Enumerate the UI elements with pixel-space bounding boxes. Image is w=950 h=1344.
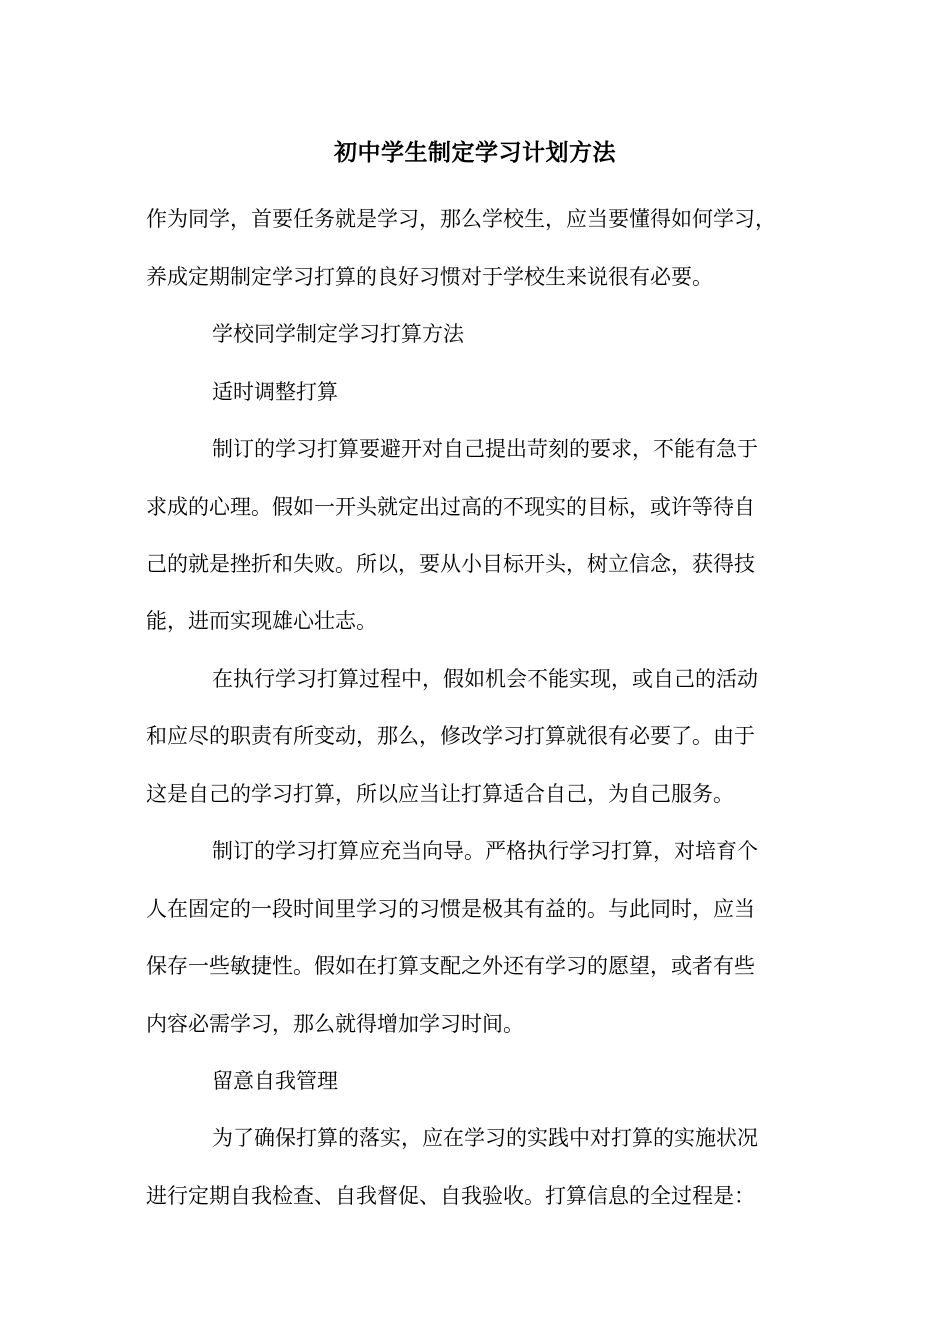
section-heading-methods: 学校同学制定学习打算方法 bbox=[212, 322, 464, 346]
paragraph-line-1: 作为同学，首要任务就是学习，那么学校生，应当要懂得如何学习， bbox=[146, 207, 776, 231]
paragraph-line-13: 内容必需学习，那么就得增加学习时间。 bbox=[146, 1012, 524, 1036]
paragraph-line-7: 在执行学习打算过程中，假如机会不能实现，或自己的活动 bbox=[212, 667, 758, 691]
section-heading-adjust: 适时调整打算 bbox=[212, 380, 338, 404]
document-title: 初中学生制定学习计划方法 bbox=[334, 139, 616, 166]
paragraph-line-12: 保存一些敏捷性。假如在打算支配之外还有学习的愿望，或者有些 bbox=[146, 954, 755, 978]
paragraph-line-11: 人在固定的一段时间里学习的习惯是极其有益的。与此同时，应当 bbox=[146, 897, 755, 921]
paragraph-line-6: 能，进而实现雄心壮志。 bbox=[146, 609, 377, 633]
paragraph-line-8: 和应尽的职责有所变动，那么，修改学习打算就很有必要了。由于 bbox=[146, 724, 755, 748]
paragraph-line-9: 这是自己的学习打算，所以应当让打算适合自己，为自己服务。 bbox=[146, 782, 734, 806]
section-heading-self-management: 留意自我管理 bbox=[212, 1069, 338, 1093]
paragraph-line-2: 养成定期制定学习打算的良好习惯对于学校生来说很有必要。 bbox=[146, 265, 713, 289]
paragraph-line-10: 制订的学习打算应充当向导。严格执行学习打算，对培育个 bbox=[212, 839, 758, 863]
paragraph-line-3: 制订的学习打算要避开对自己提出苛刻的要求，不能有急于 bbox=[212, 437, 758, 461]
paragraph-line-5: 己的就是挫折和失败。所以，要从小目标开头，树立信念，获得技 bbox=[146, 552, 755, 576]
paragraph-line-4: 求成的心理。假如一开头就定出过高的不现实的目标，或许等待自 bbox=[146, 495, 755, 519]
paragraph-line-14: 为了确保打算的落实，应在学习的实践中对打算的实施状况 bbox=[212, 1126, 758, 1150]
paragraph-line-15: 进行定期自我检查、自我督促、自我验收。打算信息的全过程是： bbox=[146, 1184, 755, 1208]
